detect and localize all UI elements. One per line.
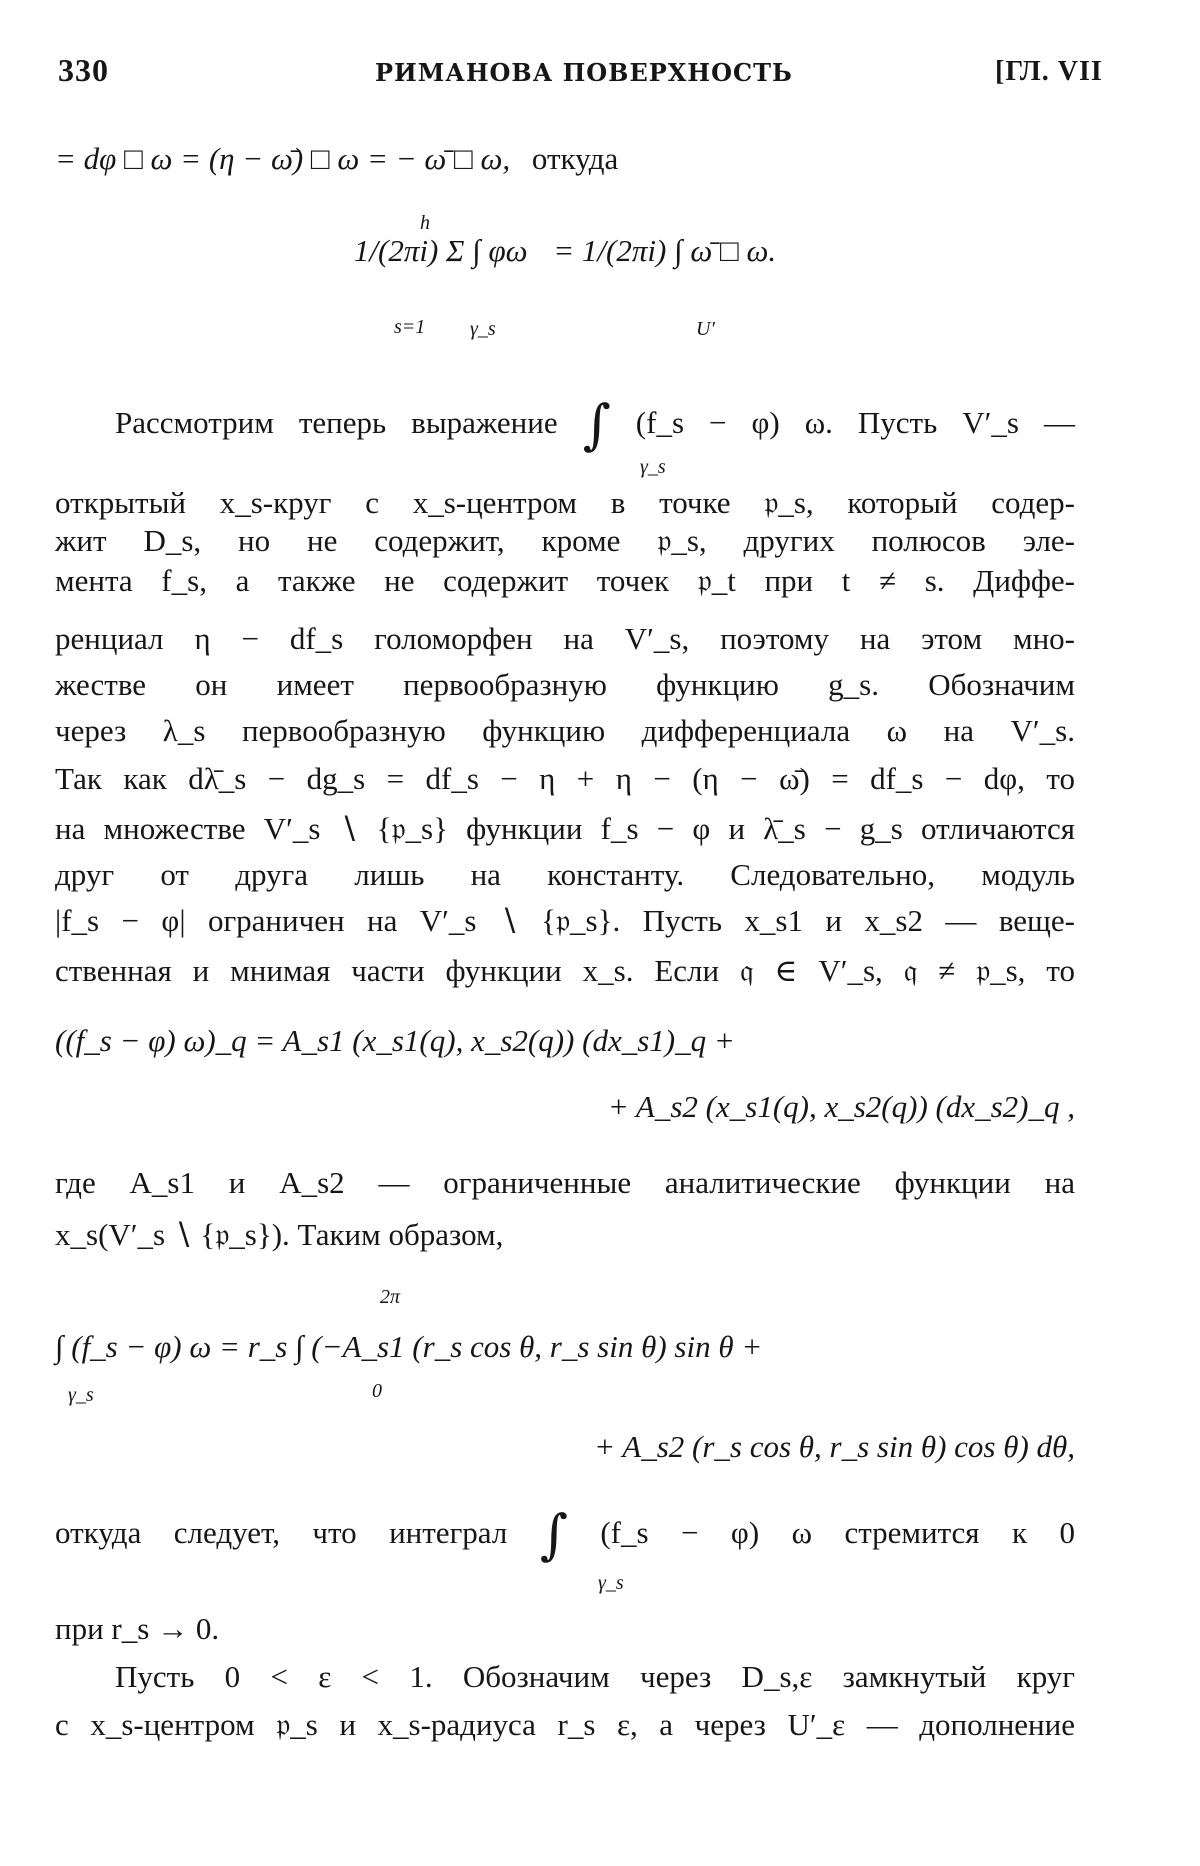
formula-4-lower-gamma: γ_s — [68, 1384, 94, 1406]
integral-upper-2pi: 2π — [380, 1286, 401, 1308]
formula-3-line-1: ((f_s − φ) ω)_q = A_s1 (x_s1(q), x_s2(q)) (dx_s1)_q + — [55, 1023, 735, 1058]
p3-integral-lower-gamma: γ_s — [598, 1572, 624, 1594]
formula-line-1 — [55, 140, 1075, 178]
integral-lower-U: U′ — [696, 318, 715, 340]
integral-lower-0: 0 — [372, 1380, 382, 1402]
p1-line-2: открытый x_s-круг с x_s-центром в точке 𝔭_s, который содер- — [55, 485, 1075, 520]
p2-line-1: где A_s1 и A_s2 — ограниченные аналитические функции на — [55, 1165, 1075, 1200]
formula-2-left: 1/(2πi) Σ ∫ φω — [353, 233, 528, 268]
sum-lower-limit: s=1 — [394, 316, 426, 338]
p1-line-9: на множестве V′_s ∖ {𝔭_s} функции f_s − φ и λ̄_s − g_s отличаются — [55, 811, 1075, 846]
p3-line-1 — [55, 1503, 1076, 1566]
p1-line-7: через λ_s первообразную функцию дифференциала ω на V′_s. — [55, 713, 1075, 748]
p1-line-6: жестве он имеет первообразную функцию g_s. Обозначим — [55, 667, 1075, 702]
integral-sign-2: ∫ — [539, 1503, 568, 1566]
chapter-label: [ГЛ. VII — [995, 56, 1103, 87]
p4-line-2: с x_s-центром 𝔭_s и x_s-радиуса r_s ε, а через U′_ε — дополнение — [55, 1707, 1075, 1742]
p3-line-2: при r_s → 0. — [55, 1611, 220, 1646]
p3-l1-b: (f_s − φ) ω стремится к 0 — [600, 1515, 1076, 1550]
p2-line-2: x_s(V′_s ∖ {𝔭_s}). Таким образом, — [55, 1217, 504, 1252]
p3-l1-a: откуда следует, что интеграл — [55, 1515, 508, 1550]
formula-3-line-2: + A_s2 (x_s1(q), x_s2(q)) (dx_s2)_q , — [607, 1089, 1075, 1124]
p1-l1-b: (f_s − φ) ω. Пусть V′_s — — [635, 405, 1075, 440]
p4-line-1: Пусть 0 < ε < 1. Обозначим через D_s,ε замкнутый круг — [115, 1659, 1075, 1694]
p1-line-12: ственная и мнимая части функции x_s. Если 𝔮 ∈ V′_s, 𝔮 ≠ 𝔭_s, то — [55, 953, 1075, 988]
integral-lower-gamma: γ_s — [470, 318, 496, 340]
p1-line-4: мента f_s, а также не содержит точек 𝔭_t при t ≠ s. Диффе- — [55, 563, 1075, 598]
formula-1: = dφ □ ω = (η − ω̄) □ ω = − ω̄ □ ω, — [55, 141, 511, 176]
p1-line-3: жит D_s, но не содержит, кроме 𝔭_s, других полюсов эле- — [55, 523, 1075, 558]
p1-line-8: Так как dλ̄_s − dg_s = df_s − η + η − (η − ω̄) = df_s − dφ, то — [55, 761, 1075, 796]
p1-line-5: ренциал η − df_s голоморфен на V′_s, поэтому на этом мно- — [55, 621, 1075, 656]
p1-line-1 — [55, 393, 1075, 456]
p1-integral-lower-gamma: γ_s — [640, 456, 666, 478]
formula-1-word: откуда — [531, 141, 619, 176]
formula-2 — [55, 232, 1075, 322]
p1-line-11: |f_s − φ| ограничен на V′_s ∖ {𝔭_s}. Пусть x_s1 и x_s2 — веще- — [55, 903, 1075, 938]
running-title: РИМАНОВА ПОВЕРХНОСТЬ — [375, 58, 793, 87]
formula-4-line-2: + A_s2 (r_s cos θ, r_s sin θ) cos θ) dθ, — [594, 1429, 1075, 1464]
formula-4-line-1: ∫ (f_s − φ) ω = r_s ∫ (−A_s1 (r_s cos θ, r_s sin θ) sin θ + — [55, 1329, 763, 1364]
formula-2-right: = 1/(2πi) ∫ ω̄ □ ω. — [553, 233, 777, 268]
integral-sign: ∫ — [582, 393, 611, 456]
sum-upper-limit: h — [420, 212, 430, 234]
p1-line-10: друг от друга лишь на константу. Следовательно, модуль — [55, 857, 1075, 892]
p1-l1-a: Рассмотрим теперь выражение — [115, 405, 558, 440]
page-number: 330 — [58, 52, 109, 88]
